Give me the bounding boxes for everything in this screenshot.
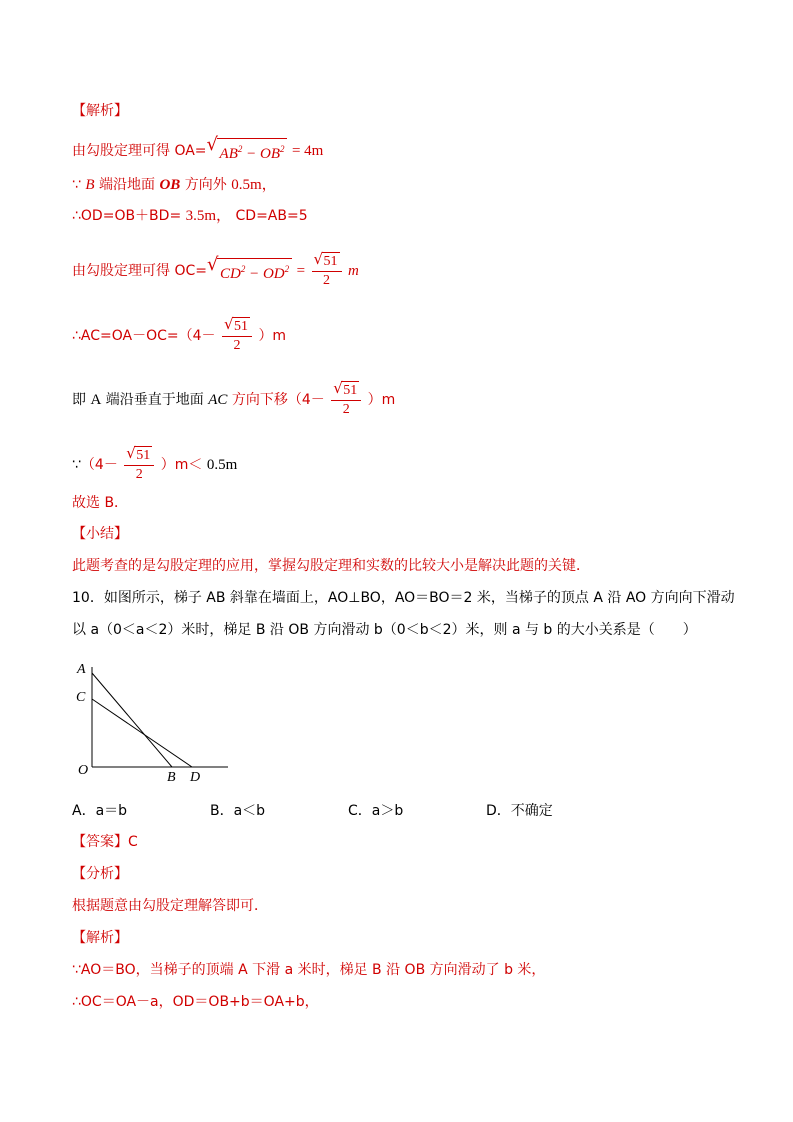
option-a[interactable]: A．a＝b <box>72 803 128 819</box>
compare-num: 51 <box>136 448 151 463</box>
oc-num: 51 <box>323 254 338 269</box>
oc-fraction: √ 51 2 <box>312 252 342 290</box>
oc-sqrt: √ $CD^2 - OD^2$ <box>207 258 292 284</box>
label-c: C <box>76 690 86 705</box>
compare-den: 2 <box>135 467 143 482</box>
oa-sqrt: √ $AB^2 - OB^2$ <box>207 138 288 164</box>
ac-label: AC <box>208 392 228 408</box>
ac-prefix: ∴AC=OA－OC=（4－ <box>72 328 216 344</box>
a-move-fraction: √ 51 2 <box>331 381 361 419</box>
oa-prefix: 由勾股定理可得 OA= <box>72 143 207 159</box>
explain-text: 根据题意由勾股定理解答即可． <box>72 898 268 914</box>
a-text: 端沿垂直于地面 <box>105 392 204 408</box>
compare-prefix: （4－ <box>80 457 118 473</box>
oc-cd: CD <box>219 266 241 282</box>
ac-den: 2 <box>233 338 241 353</box>
b-text: 端沿地面 <box>99 177 155 193</box>
because-symbol-2: ∵ <box>72 457 81 473</box>
ac-num: 51 <box>233 319 248 334</box>
a-move-den: 2 <box>342 402 350 417</box>
solution-line-2: ∴OC＝OA－a，OD＝OB+b＝OA+b， <box>72 994 319 1010</box>
solution-line-1: ∵AO＝BO，当梯子的顶端 A 下滑 a 米时，梯足 B 沿 OB 方向滑动了 b 米， <box>72 962 546 978</box>
ob-label: OB <box>159 177 181 193</box>
ladder-ab <box>92 673 172 767</box>
answer-label: 【答案】 <box>72 834 128 850</box>
a-move-line <box>72 381 395 419</box>
point-a: A <box>90 392 102 408</box>
od-text: ∴OD=OB＋BD= <box>72 208 182 224</box>
oa-ab: AB <box>219 146 238 162</box>
summary-text: 此题考查的是勾股定理的应用，掌握勾股定理和实数的比较大小是解决此题的关键． <box>72 558 590 574</box>
section-heading-summary: 【小结】 <box>72 526 128 542</box>
option-c[interactable]: C．a＞b <box>348 803 404 819</box>
compare-fraction: √ 51 2 <box>124 446 154 484</box>
ac-equation <box>72 317 286 355</box>
compare-value: 0.5m <box>206 457 238 473</box>
ladder-figure <box>70 655 235 785</box>
a-move-suffix: ）m <box>367 392 396 408</box>
ac-fraction: √ 51 2 <box>222 317 252 355</box>
oa-result: = 4m <box>291 143 324 159</box>
point-b: B <box>85 177 95 193</box>
label-o: O <box>78 763 89 778</box>
section-heading-explain: 【分析】 <box>72 866 128 882</box>
compare-line <box>72 446 237 484</box>
question-10-line-2: 以 a（0＜a＜2）米时，梯足 B 沿 OB 方向滑动 b（0＜b＜2）米，则 a 与 b 的大小关系是（ ） <box>72 622 697 638</box>
answer-value: C <box>128 834 138 850</box>
oc-prefix: 由勾股定理可得 OC= <box>72 263 207 279</box>
od-value: 3.5m， <box>185 208 232 224</box>
compare-suffix: ）m＜ <box>160 457 203 473</box>
a-move-num: 51 <box>343 383 358 398</box>
direction-text: 方向外 <box>184 177 227 193</box>
because-symbol: ∵ <box>72 177 81 193</box>
label-a: A <box>77 662 86 677</box>
a-dir-text: 方向下移（4－ <box>231 392 325 408</box>
ladder-cd <box>92 699 192 767</box>
choose-b: 故选 B． <box>72 495 129 511</box>
option-d[interactable]: D．不确定 <box>486 803 553 819</box>
answer-line <box>72 832 138 852</box>
oc-eq: = <box>296 263 306 279</box>
option-b[interactable]: B．a＜b <box>210 803 266 819</box>
od-line <box>72 206 308 226</box>
oc-unit: m <box>347 263 359 279</box>
because-b-line <box>72 175 277 195</box>
b-move-value: 0.5m， <box>231 177 277 193</box>
oa-ob: OB <box>259 146 280 162</box>
label-b: B <box>167 770 176 785</box>
section-heading-analysis: 【解析】 <box>72 103 128 119</box>
oa-equation <box>72 134 324 164</box>
section-heading-analysis-2: 【解析】 <box>72 930 128 946</box>
oc-od: OD <box>262 266 285 282</box>
oc-den: 2 <box>323 273 330 288</box>
ji-text: 即 <box>72 392 86 408</box>
oc-equation <box>72 252 359 290</box>
question-10-line-1: 10．如图所示，梯子 AB 斜靠在墙面上，AO⊥BO，AO＝BO＝2 米，当梯子的顶点 A 沿 AO 方向向下滑动 <box>72 590 735 606</box>
cd-text: CD=AB=5 <box>235 208 308 224</box>
ac-suffix: ）m <box>258 328 287 344</box>
label-d: D <box>190 770 201 785</box>
